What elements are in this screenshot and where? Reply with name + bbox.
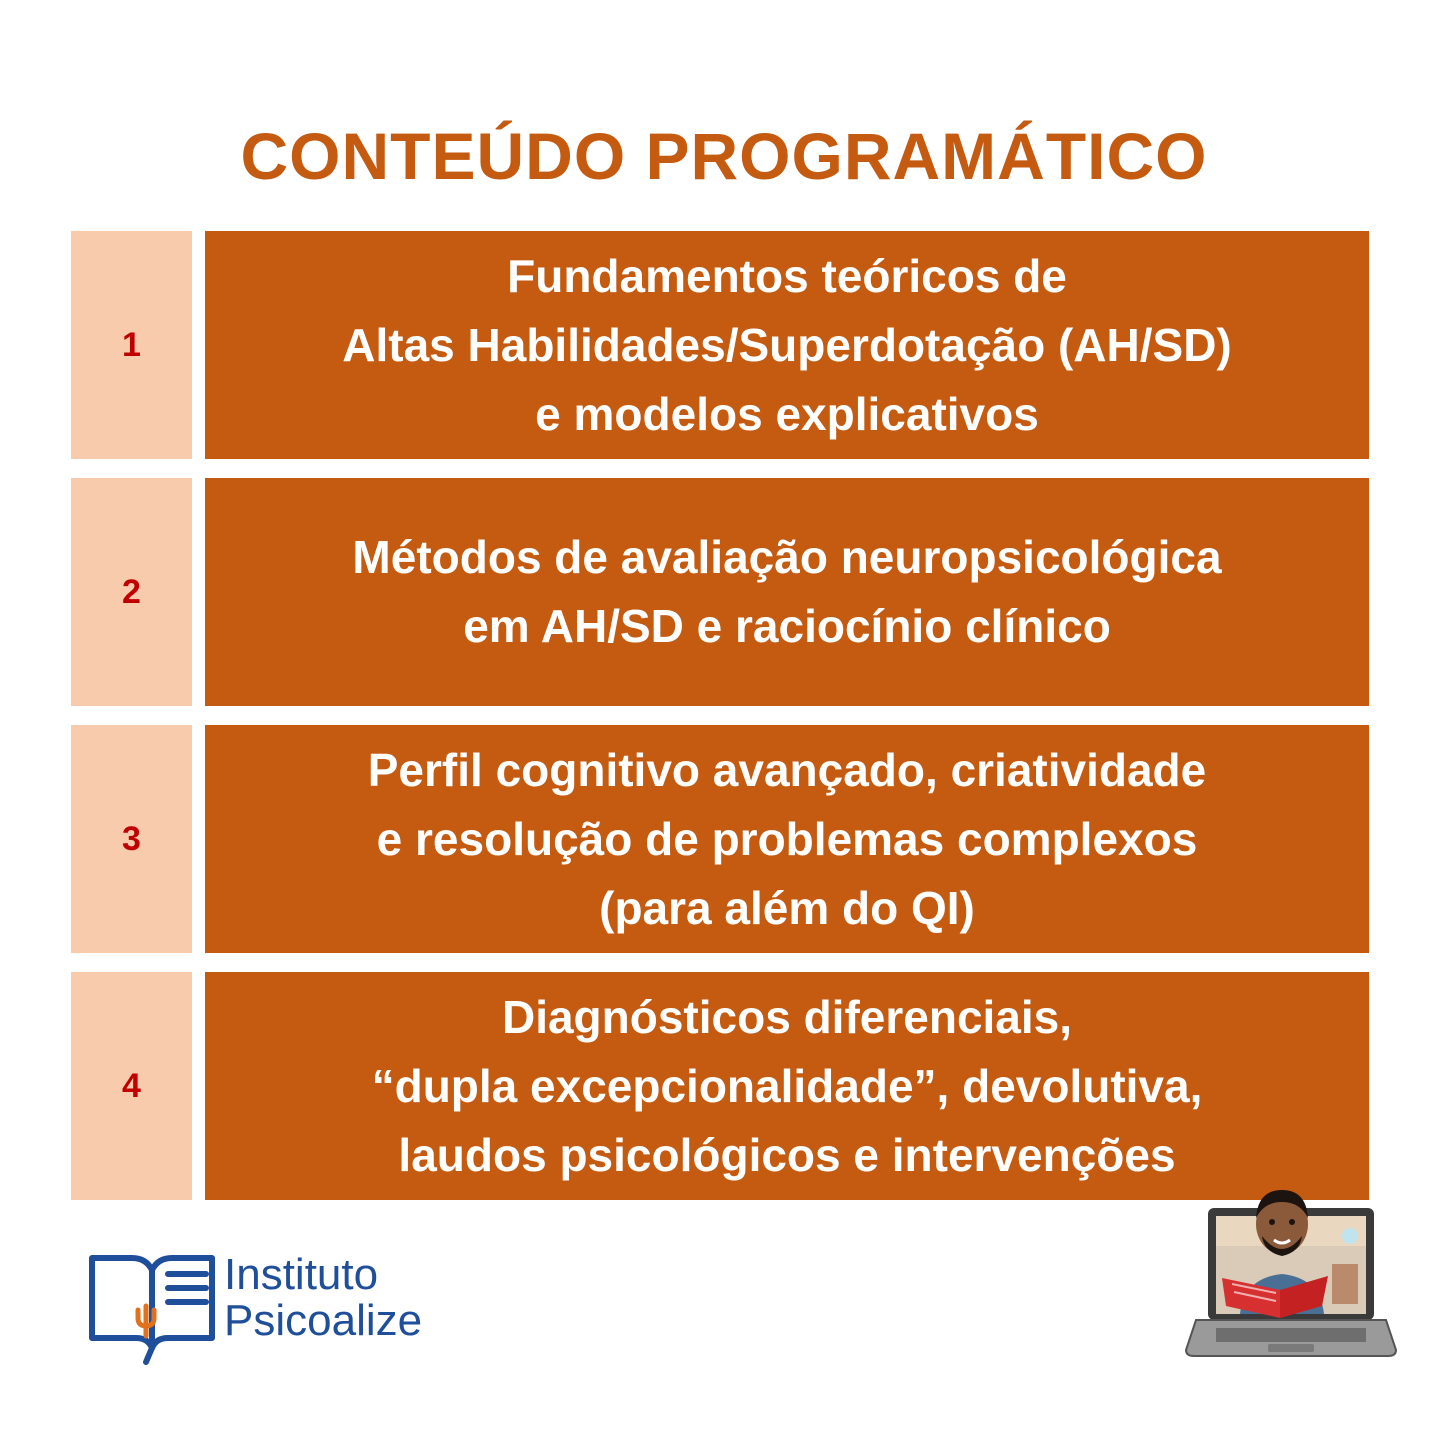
module-number: 4 [122,1066,141,1105]
module-row-3 [71,725,1369,953]
module-line: em AH/SD e raciocínio clínico [463,600,1111,652]
logo-line-1: Instituto [224,1250,379,1299]
module-line: Fundamentos teóricos de [507,249,1067,302]
module-number-box [71,972,192,1200]
module-description [205,972,1369,1200]
page-title: CONTEÚDO PROGRAMÁTICO [240,119,1208,193]
module-number-box [71,725,192,953]
module-row-1 [71,231,1369,459]
module-description [205,725,1369,953]
module-line: e modelos explicativos [535,387,1039,440]
module-line: Perfil cognitivo avançado, criatividade [367,743,1207,796]
open-book-psi-icon [86,1252,220,1368]
module-line: Altas Habilidades/Superdotação (AH/SD) [342,318,1232,371]
module-number: 1 [122,325,141,364]
module-number: 2 [122,572,141,611]
module-number-box [71,231,192,459]
module-line: laudos psicológicos e intervenções [398,1128,1176,1181]
module-line: Métodos de avaliação neuropsicológica [352,531,1222,583]
laptop-reader-avatar-icon [1182,1178,1398,1368]
logo-line-2: Psicoalize [224,1296,423,1345]
module-line: Diagnósticos diferenciais, [501,990,1073,1043]
module-number: 3 [122,819,141,858]
module-line: “dupla excepcionalidade”, devolutiva, [371,1059,1203,1112]
module-line: (para além do QI) [599,881,975,934]
module-description [205,478,1369,706]
institute-logo [86,1252,466,1368]
module-row-2 [71,478,1369,706]
module-number-box [71,478,192,706]
module-description [205,231,1369,459]
module-row-4 [71,972,1369,1200]
module-line: e resolução de problemas complexos [376,812,1198,865]
logo-wordmark [224,1252,422,1344]
